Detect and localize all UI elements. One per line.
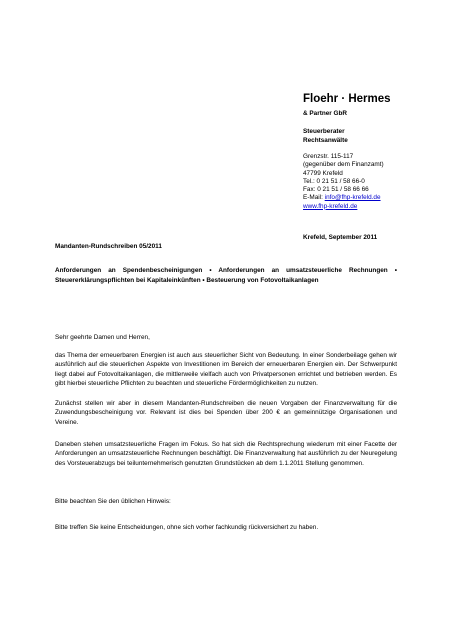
paragraph-intro: das Thema der erneuerbaren Energien ist auch aus steuerlicher Sicht von Bedeutung. In einer Sonderbeilage gehen wir ausführlich auf die steuerlichen Aspekte von Investitionen im Bereich der erneuerbaren Energien ein. Der Schwerpunkt liegt dabei auf Fotovoltaikanlagen, die mittlerweile vielfach auch von Privatpersonen errichtet und betrieben werden. Es gibt hierbei steuerliche Pflichten zu beachten und steuerliche Fördermöglichkeiten zu nutzen. [55,352,397,388]
fax: Fax: 0 21 51 / 58 66 66 [303,186,369,194]
phone: Tel.: 0 21 51 / 58 66-0 [303,177,365,185]
profession-tax-advisors: Steuerberater [303,128,345,135]
website-line [303,203,384,211]
address-city: 47799 Krefeld [303,169,343,177]
email-link[interactable]: info@fhp-krefeld.de [324,194,381,202]
email-line [303,194,384,202]
subject-line: Anforderungen an Spendenbescheinigungen • Anforderungen an umsatzsteuerliche Rechnungen • Steuererklärungspflichten bei Kapitaleinkünften • Besteuerung von Fotovoltaikanlagen [55,267,397,284]
paragraph-vat: Daneben stehen umsatzsteuerliche Fragen im Fokus. So hat sich die Rechtsprechung wiederum mit einer Facette der Anforderungen an umsatzsteuerliche Rechnungen beschäftigt. Die Finanzverwaltung hat ausführlich zu der Neuregelung des Vorsteuerabzugs bei teilunternehmerisch genutzten Grundstücken ab dem 1.1.2011 Stellung genommen. [55,441,397,467]
email-label: E-Mail: [303,194,325,202]
hint-lead: Bitte beachten Sie den üblichen Hinweis: [55,498,171,505]
address-street: Grenzstr. 115-117 [303,153,354,160]
firm-legal-form: & Partner GbR [303,110,348,117]
hint-text: Bitte treffen Sie keine Entscheidungen, ohne sich vorher fachkundig rückversichert zu haben. [55,524,319,531]
document-title: Mandanten-Rundschreiben 05/2011 [55,243,162,250]
address-note: (gegenüber dem Finanzamt) [303,161,384,169]
website-link[interactable]: www.fhp-krefeld.de [303,202,358,210]
paragraph-donations: Zunächst stellen wir aber in diesem Mandanten-Rundschreiben die neuen Vorgaben der Finanzverwaltung für die Zuwendungsbescheinigung vor. Relevant ist dies bei Spenden über 200 € an gemeinnützige Organisationen und Vereine. [55,400,397,426]
salutation: Sehr geehrte Damen und Herren, [55,334,150,341]
contact-block [303,153,384,211]
dateline: Krefeld, September 2011 [303,234,378,241]
profession-lawyers: Rechtsanwälte [303,137,348,144]
firm-name: Floehr · Hermes [303,93,391,105]
